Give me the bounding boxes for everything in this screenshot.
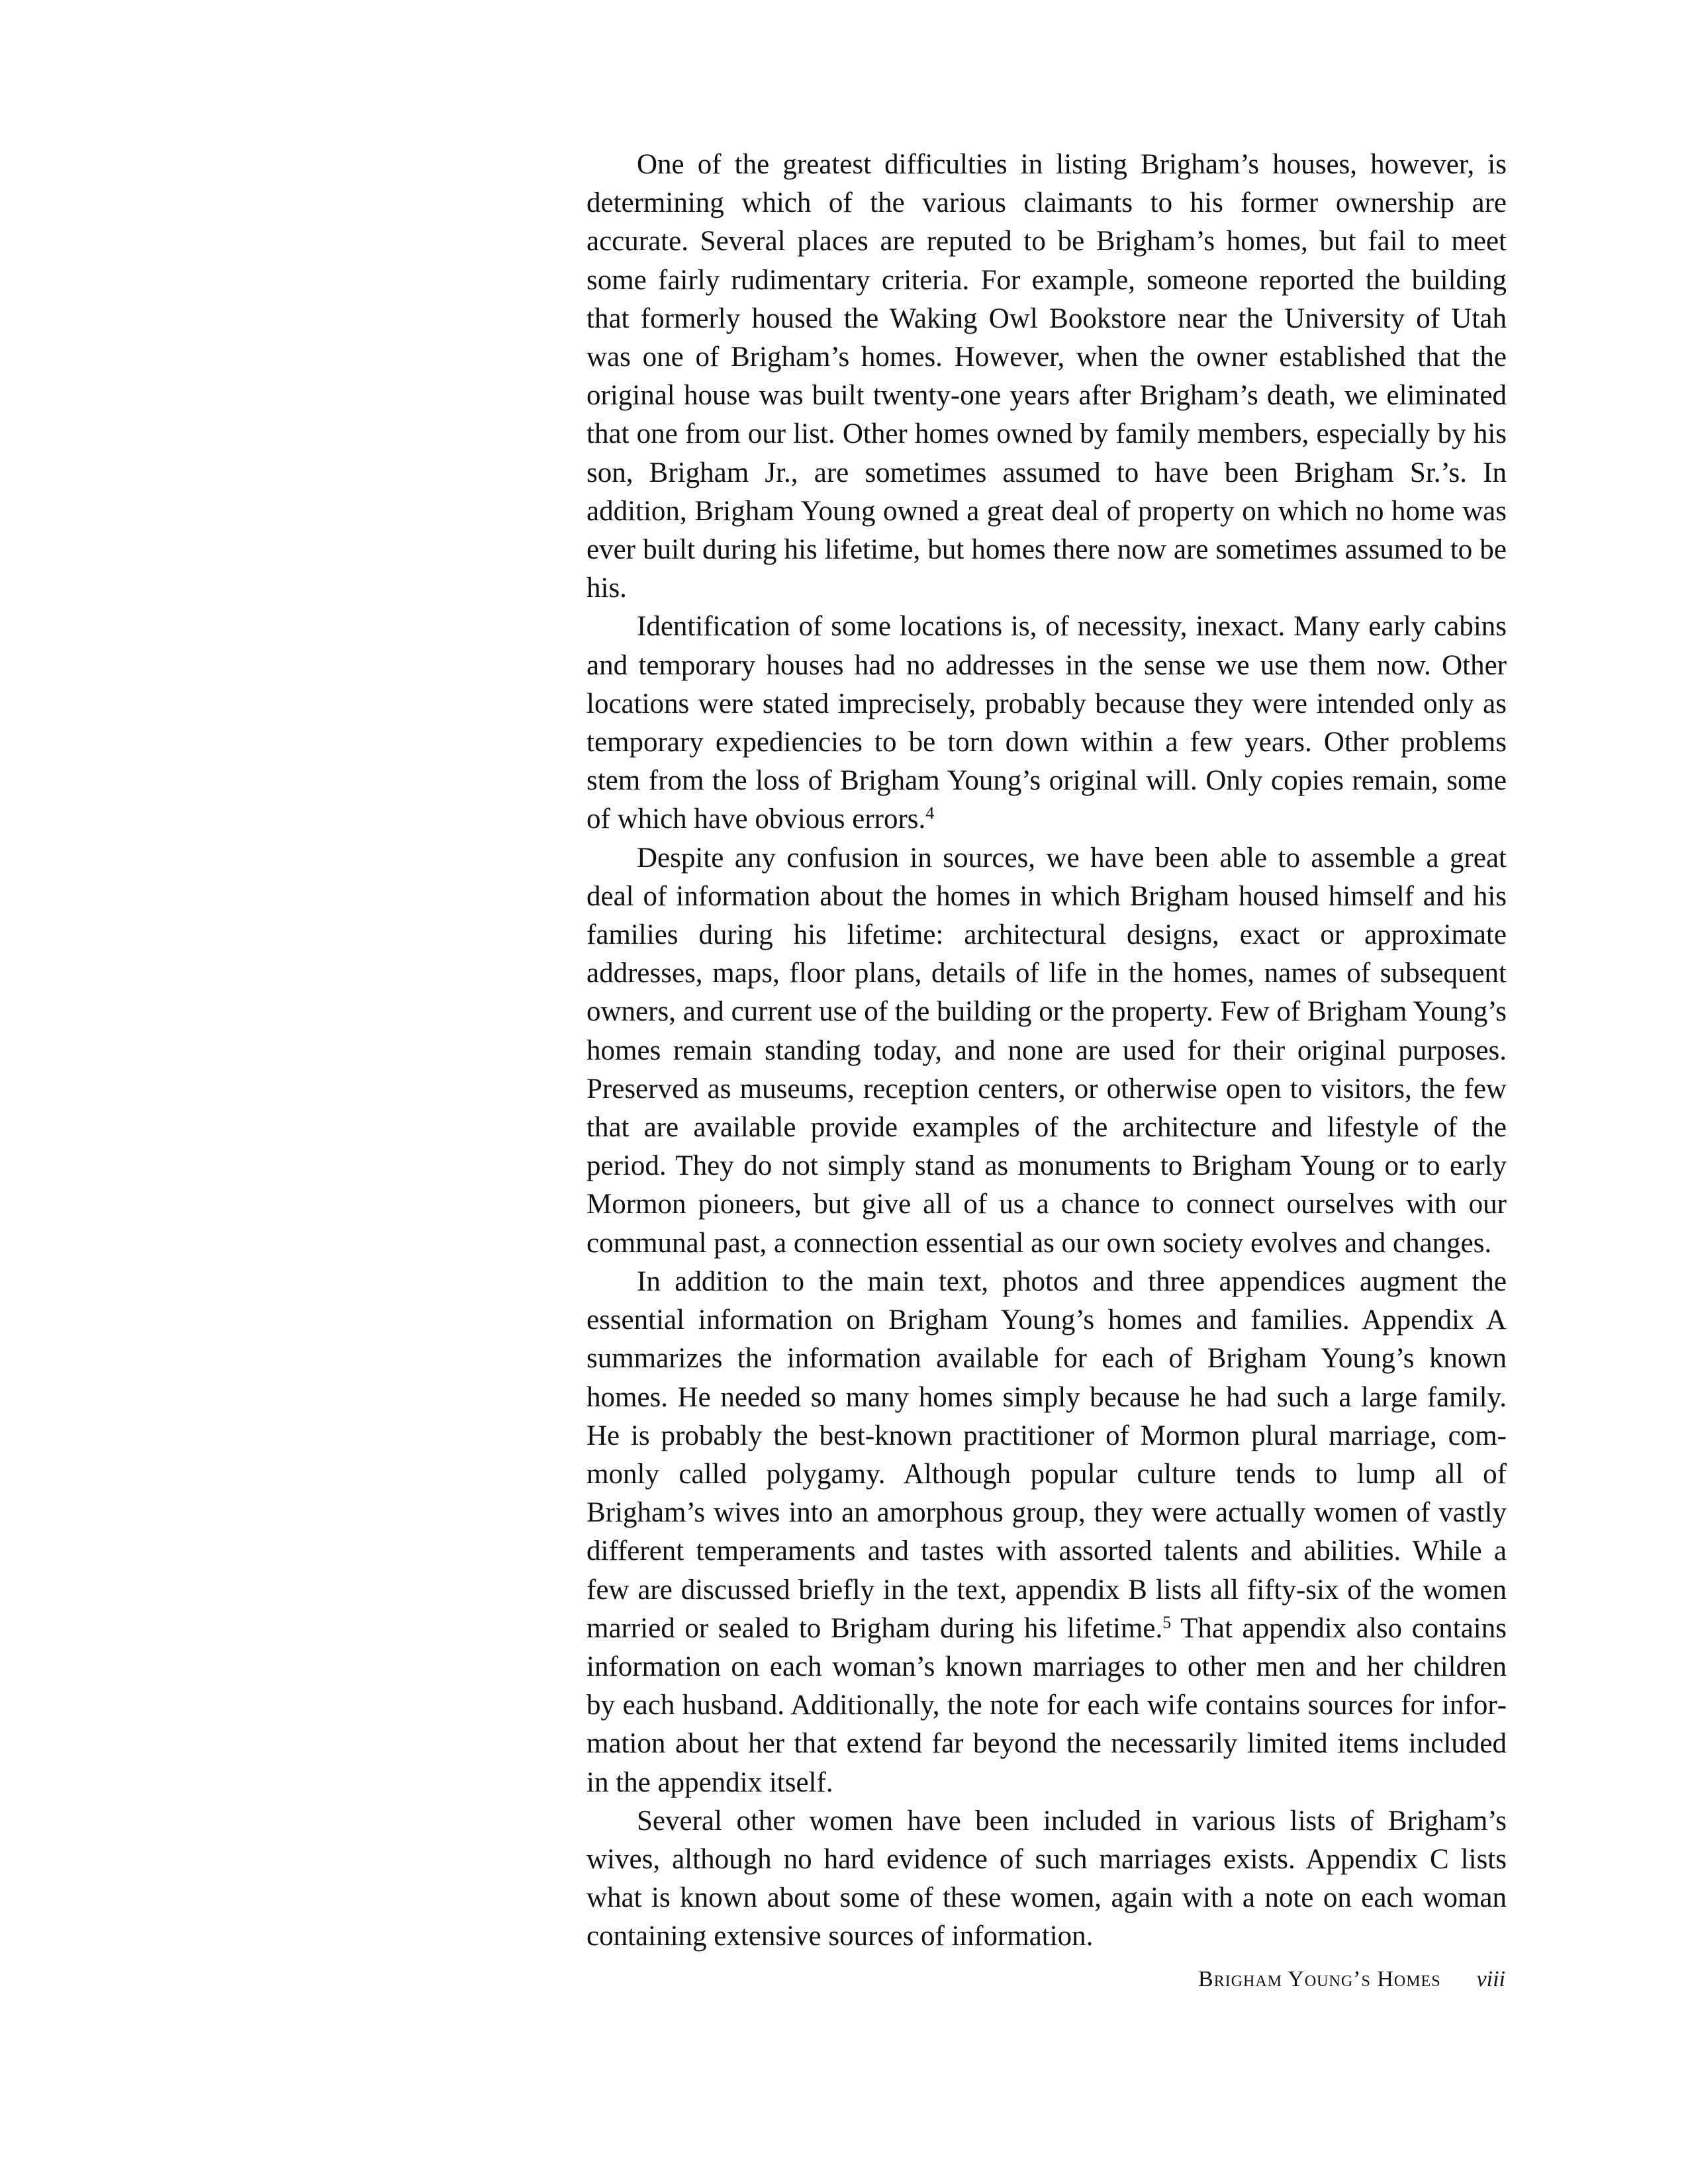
paragraph bbox=[586, 146, 1507, 608]
paragraph-text: Identification of some locations is, of necessity, inexact. Many early cabins and temporary houses had no addresses in the sense we use them now. Other locations were stated imprecisely, probably because they were intended only as temporary expediencies to be torn down within a few years. Other problems stem from the loss of Brigham Young’s original will. Only copies remain, some of which have obvious errors. bbox=[586, 611, 1507, 835]
paragraph-text: Despite any confusion in sources, we have been able to assemble a great deal of information about the homes in which Brigham housed himself and his families during his lifetime: architectural designs, exact or approximate addresses, maps, floor plans, details of life in the homes, names of subsequent owners, and current use of the building or the property. Few of Brigham Young’s homes remain standing today, and none are used for their original purposes. Preserved as museums, reception centers, or otherwise open to visitors, the few that are available provide examples of the architecture and lifestyle of the period. They do not simply stand as monuments to Brigham Young or to early Mormon pioneers, but give all of us a chance to connect ourselves with our communal past, a connection essential as our own society evolves and changes. bbox=[586, 842, 1507, 1259]
footnote-reference[interactable]: 5 bbox=[1162, 1612, 1172, 1632]
paragraph bbox=[586, 839, 1507, 1263]
paragraph-text: Several other women have been included in various lists of Brigham’s wives, although no hard evidence of such marriages exists. Appendix C lists what is known about some of these women, again with a note on each woman containing extensive sources of information. bbox=[586, 1805, 1507, 1952]
running-footer bbox=[1198, 1967, 1505, 1992]
body-text bbox=[586, 146, 1507, 1956]
paragraph-text: In addition to the main text, photos and three appendices augment the essential information on Brigham Young’s homes and families. Appendix A summarizes the information available for each of Brigham Young’s known homes. He needed so many homes simply because he had such a large family. He is probably the best-known practitioner of Mormon plural marriage, commonly called polygamy. Although popular culture tends to lump all of Brigham’s wives into an amorphous group, they were actually women of vastly different temperaments and tastes with assorted talents and abilities. While a few are discussed briefly in the text, appendix B lists all fifty-six of the women married or sealed to Brigham during his lifetime. bbox=[586, 1265, 1507, 1644]
page-number: viii bbox=[1476, 1967, 1505, 1991]
paragraph-text-continued: That appendix also contains information on each woman’s known marriages to other men and her children by each husband. Additionally, the note for each wife contains sources for information about her that extend far beyond the necessarily limited items included in the appendix itself. bbox=[586, 1612, 1507, 1798]
paragraph bbox=[586, 1802, 1507, 1956]
paragraph bbox=[586, 1263, 1507, 1802]
paragraph bbox=[586, 608, 1507, 839]
footnote-reference[interactable]: 4 bbox=[925, 803, 935, 823]
paragraph-text: One of the greatest difficulties in listing Brigham’s houses, however, is determining which of the various claimants to his former ownership are accurate. Several places are reputed to be Brigham’s homes, but fail to meet some fairly rudimentary criteria. For example, someone reported the building that formerly housed the Waking Owl Bookstore near the University of Utah was one of Brigham’s homes. However, when the owner established that the original house was built twenty-one years after Brigham’s death, we eliminated that one from our list. Other homes owned by family members, especially by his son, Brigham Jr., are sometimes assumed to have been Brigham Sr.’s. In addition, Brigham Young owned a great deal of property on which no home was ever built during his lifetime, but homes there now are sometimes assumed to be his. bbox=[586, 149, 1507, 604]
running-title: Brigham Young’s Homes bbox=[1198, 1967, 1441, 1991]
